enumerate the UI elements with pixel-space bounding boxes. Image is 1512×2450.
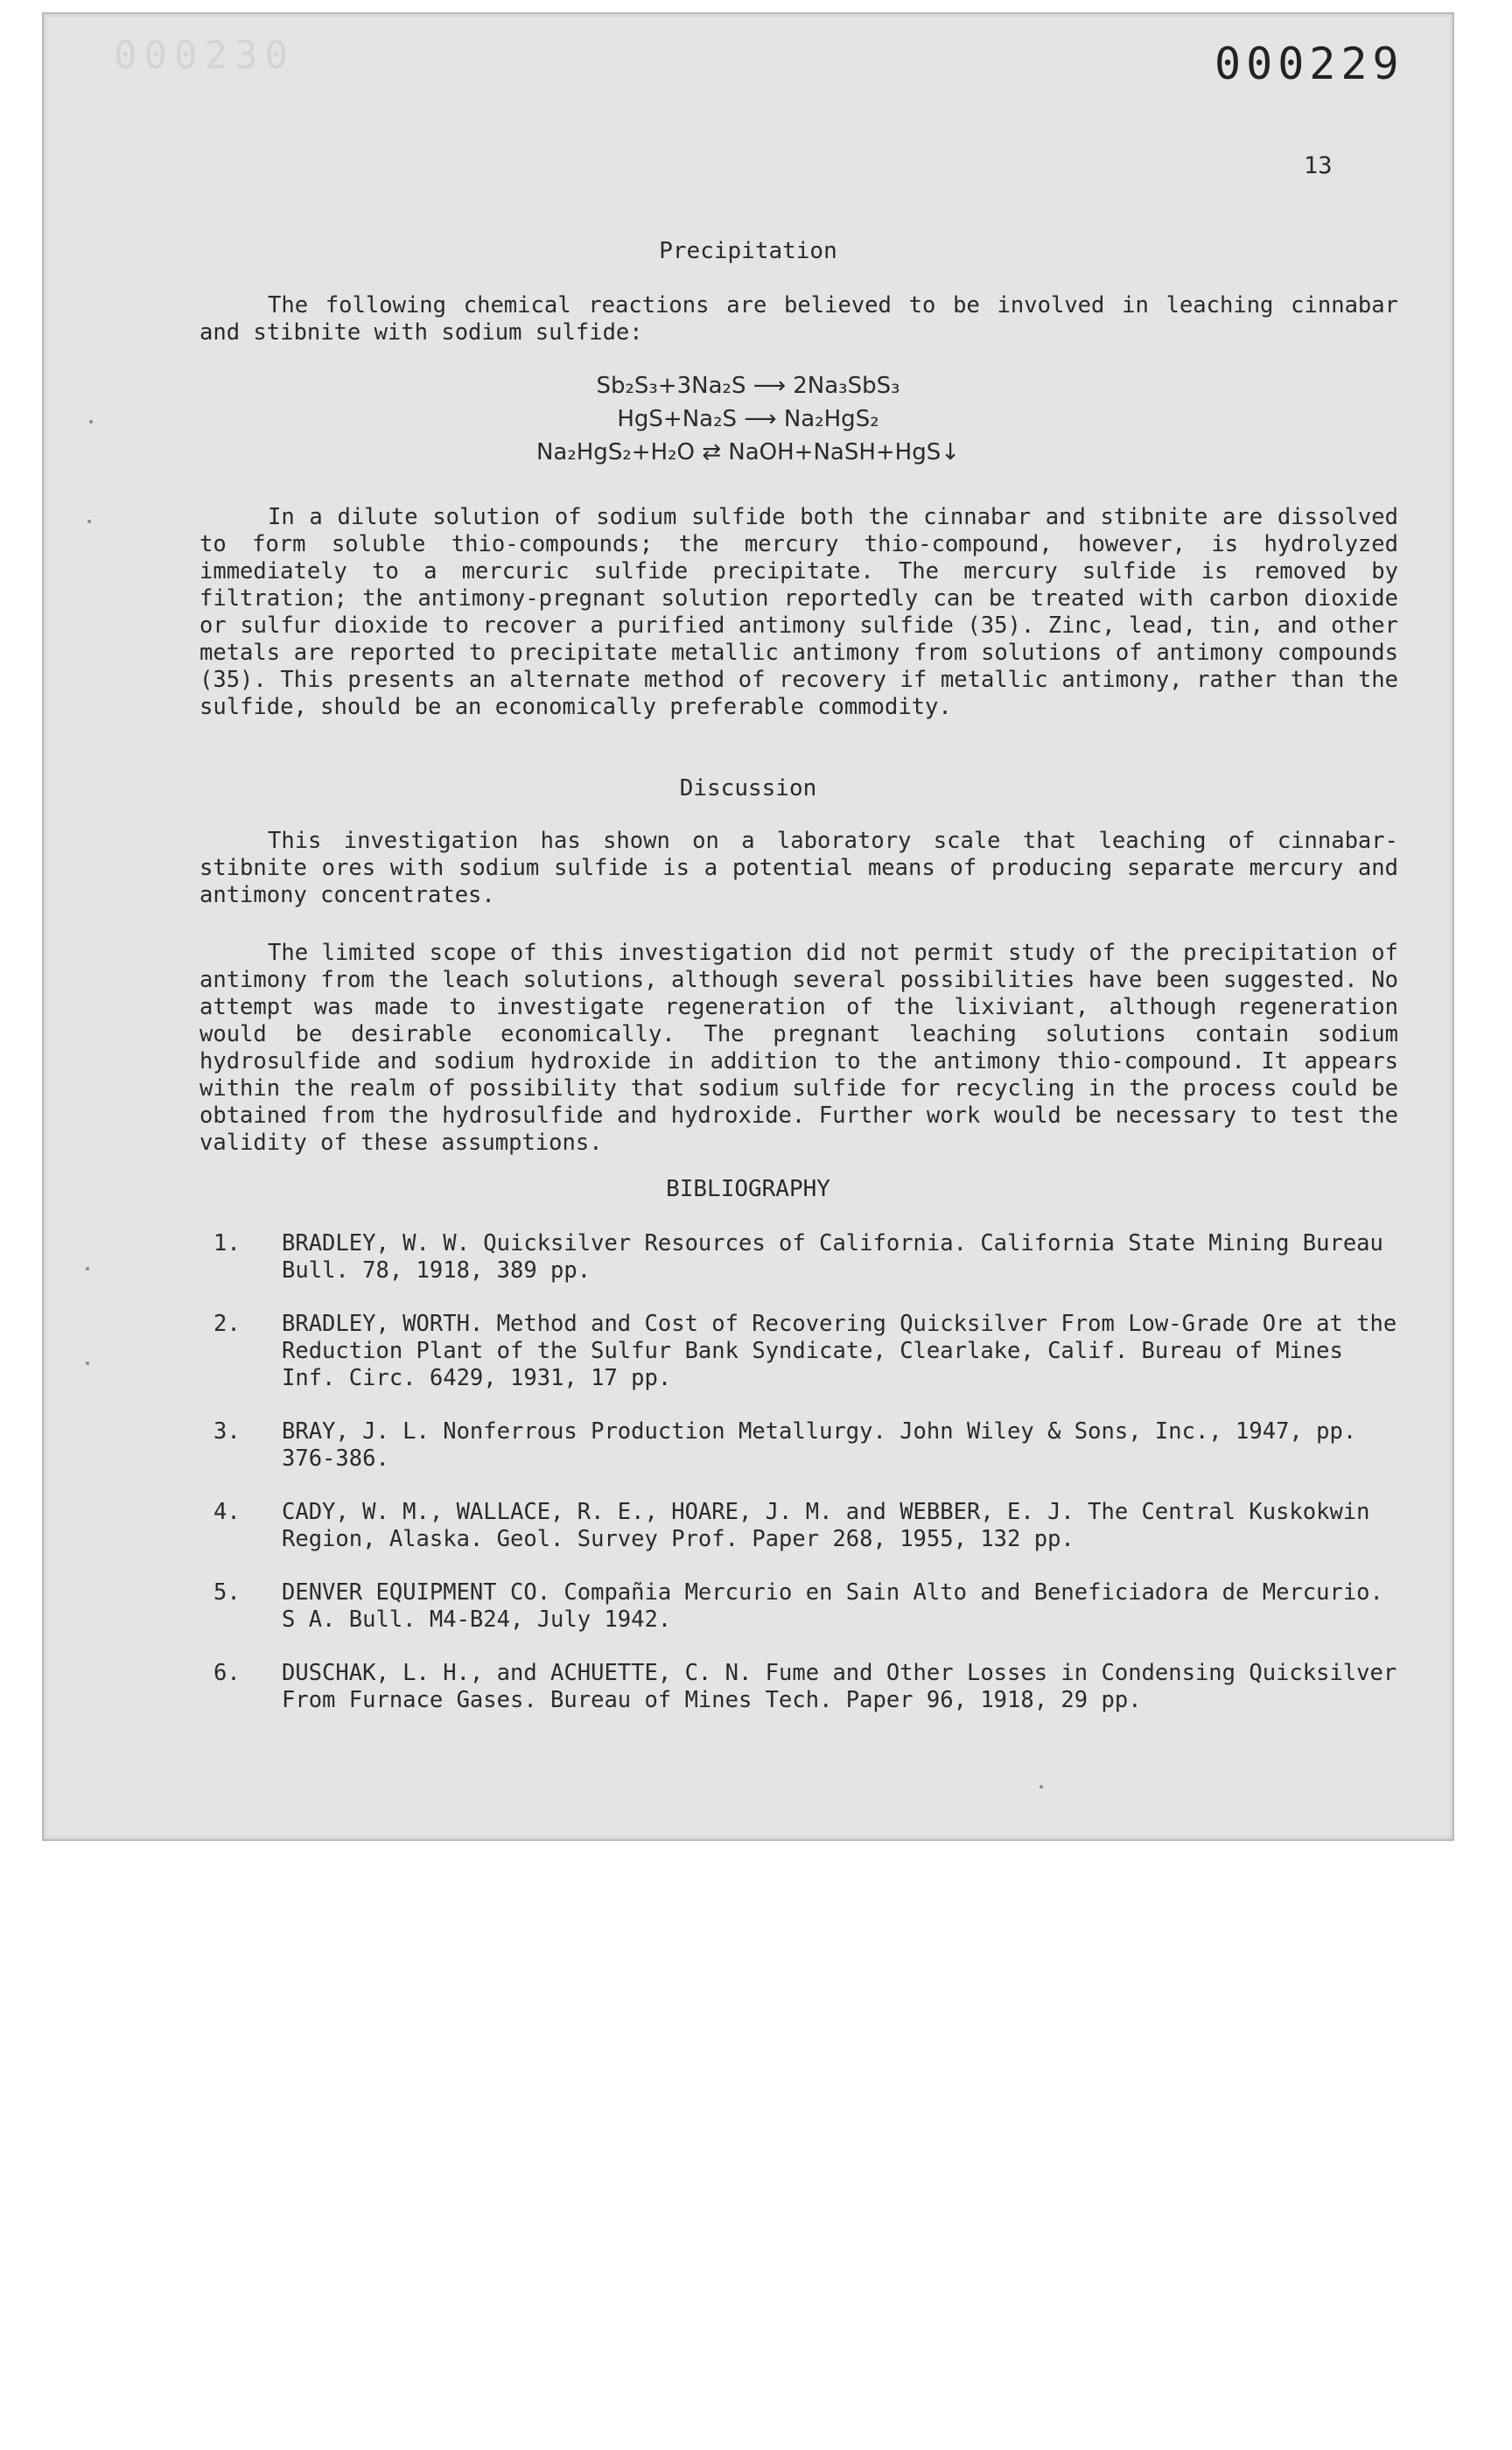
entry-number: 5.	[214, 1579, 241, 1606]
equation-2: HgS+Na₂S ⟶ Na₂HgS₂	[617, 406, 879, 432]
bibliography-entry	[214, 1311, 1404, 1392]
entry-number: 4.	[214, 1499, 241, 1525]
scan-speck	[89, 420, 93, 424]
equation-3: Na₂HgS₂+H₂O ⇄ NaOH+NaSH+HgS↓	[536, 439, 961, 466]
precipitation-intro	[200, 292, 1398, 346]
document-stamp-number: 000229	[1214, 38, 1404, 89]
bibliography-list	[214, 1230, 1404, 1740]
equation-1: Sb₂S₃+3Na₂S ⟶ 2Na₃SbS₃	[596, 373, 900, 399]
page-number: 13	[1304, 152, 1333, 179]
precipitation-paragraph: In a dilute solution of sodium sulfide both the cinnabar and stibnite are dissolved to form soluble thio-compounds; the mercury thio-compound, however, is hydrolyzed immediately to a mercuric sulfide precipitate. The mercury sulfide is removed by filtration; the antimony-pregnant solution reportedly can be treated with carbon dioxide or sulfur dioxide to recover a purified antimony sulfide (35). Zinc, lead, tin, and other metals are reported to precipitate metallic antimony from solutions of antimony compounds (35). This presents an alternate method of recovery if metallic antimony, rather than the sulfide, should be an economically preferable commodity.	[200, 504, 1398, 720]
entry-text: BRADLEY, WORTH. Method and Cost of Recovering Quicksilver From Low-Grade Ore at the Reduction Plant of the Sulfur Bank Syndicate, Clearlake, Calif. Bureau of Mines Inf. Circ. 6429, 1931, 17 pp.	[282, 1311, 1397, 1391]
entry-text: BRADLEY, W. W. Quicksilver Resources of California. California State Mining Bureau Bull. 78, 1918, 389 pp.	[282, 1230, 1383, 1284]
entry-text: DENVER EQUIPMENT CO. Compañia Mercurio en Sain Alto and Beneficiadora de Mercurio. S A. Bull. M4-B24, July 1942.	[282, 1579, 1383, 1633]
entry-text: BRAY, J. L. Nonferrous Production Metallurgy. John Wiley & Sons, Inc., 1947, pp. 376-386.	[282, 1418, 1357, 1472]
entry-number: 3.	[214, 1418, 241, 1445]
entry-number: 6.	[214, 1660, 241, 1686]
scan-speck	[88, 520, 91, 523]
bibliography-entry	[214, 1418, 1404, 1473]
discussion-paragraph-1: This investigation has shown on a laboratory scale that leaching of cinnabar-stibnite ores with sodium sulfide is a potential means of producing separate mercury and antimony concentrates.	[200, 828, 1398, 908]
reaction-equations	[44, 369, 1452, 469]
document-page	[42, 12, 1454, 1841]
bibliography-heading: BIBLIOGRAPHY	[666, 1176, 830, 1202]
discussion-paragraph-1-block	[200, 828, 1398, 909]
scan-speck	[86, 1267, 89, 1270]
entry-number: 1.	[214, 1230, 241, 1256]
precipitation-heading: Precipitation	[659, 238, 837, 264]
scan-speck	[86, 1362, 89, 1365]
bibliography-entry	[214, 1660, 1404, 1714]
discussion-paragraph-2: The limited scope of this investigation did not permit study of the precipitation of antimony from the leach solutions, although several possibilities have been suggested. No attempt was made to investigate regeneration of the lixiviant, although regeneration would be desirable economically. The pregnant leaching solutions contain sodium hydrosulfide and sodium hydroxide in addition to the antimony thio-compound. It appears within the realm of possibility that sodium sulfide for recycling in the process could be obtained from the hydrosulfide and hydroxide. Further work would be necessary to test the validity of these assumptions.	[200, 940, 1398, 1156]
bibliography-entry	[214, 1579, 1404, 1634]
bibliography-entry	[214, 1499, 1404, 1553]
entry-text: DUSCHAK, L. H., and ACHUETTE, C. N. Fume and Other Losses in Condensing Quicksilver From Furnace Gases. Bureau of Mines Tech. Paper 96, 1918, 29 pp.	[282, 1660, 1397, 1713]
precipitation-body	[200, 504, 1398, 721]
entry-text: CADY, W. M., WALLACE, R. E., HOARE, J. M. and WEBBER, E. J. The Central Kuskokwin Region, Alaska. Geol. Survey Prof. Paper 268, 1955, 132 pp.	[282, 1499, 1370, 1552]
entry-number: 2.	[214, 1311, 241, 1337]
discussion-paragraph-2-block	[200, 940, 1398, 1157]
discussion-heading: Discussion	[679, 775, 817, 802]
show-through-number: 000230	[114, 33, 295, 78]
scan-speck	[1040, 1785, 1043, 1788]
bibliography-entry	[214, 1230, 1404, 1284]
intro-text: The following chemical reactions are believed to be involved in leaching cinnabar and stibnite with sodium sulfide:	[200, 292, 1398, 346]
